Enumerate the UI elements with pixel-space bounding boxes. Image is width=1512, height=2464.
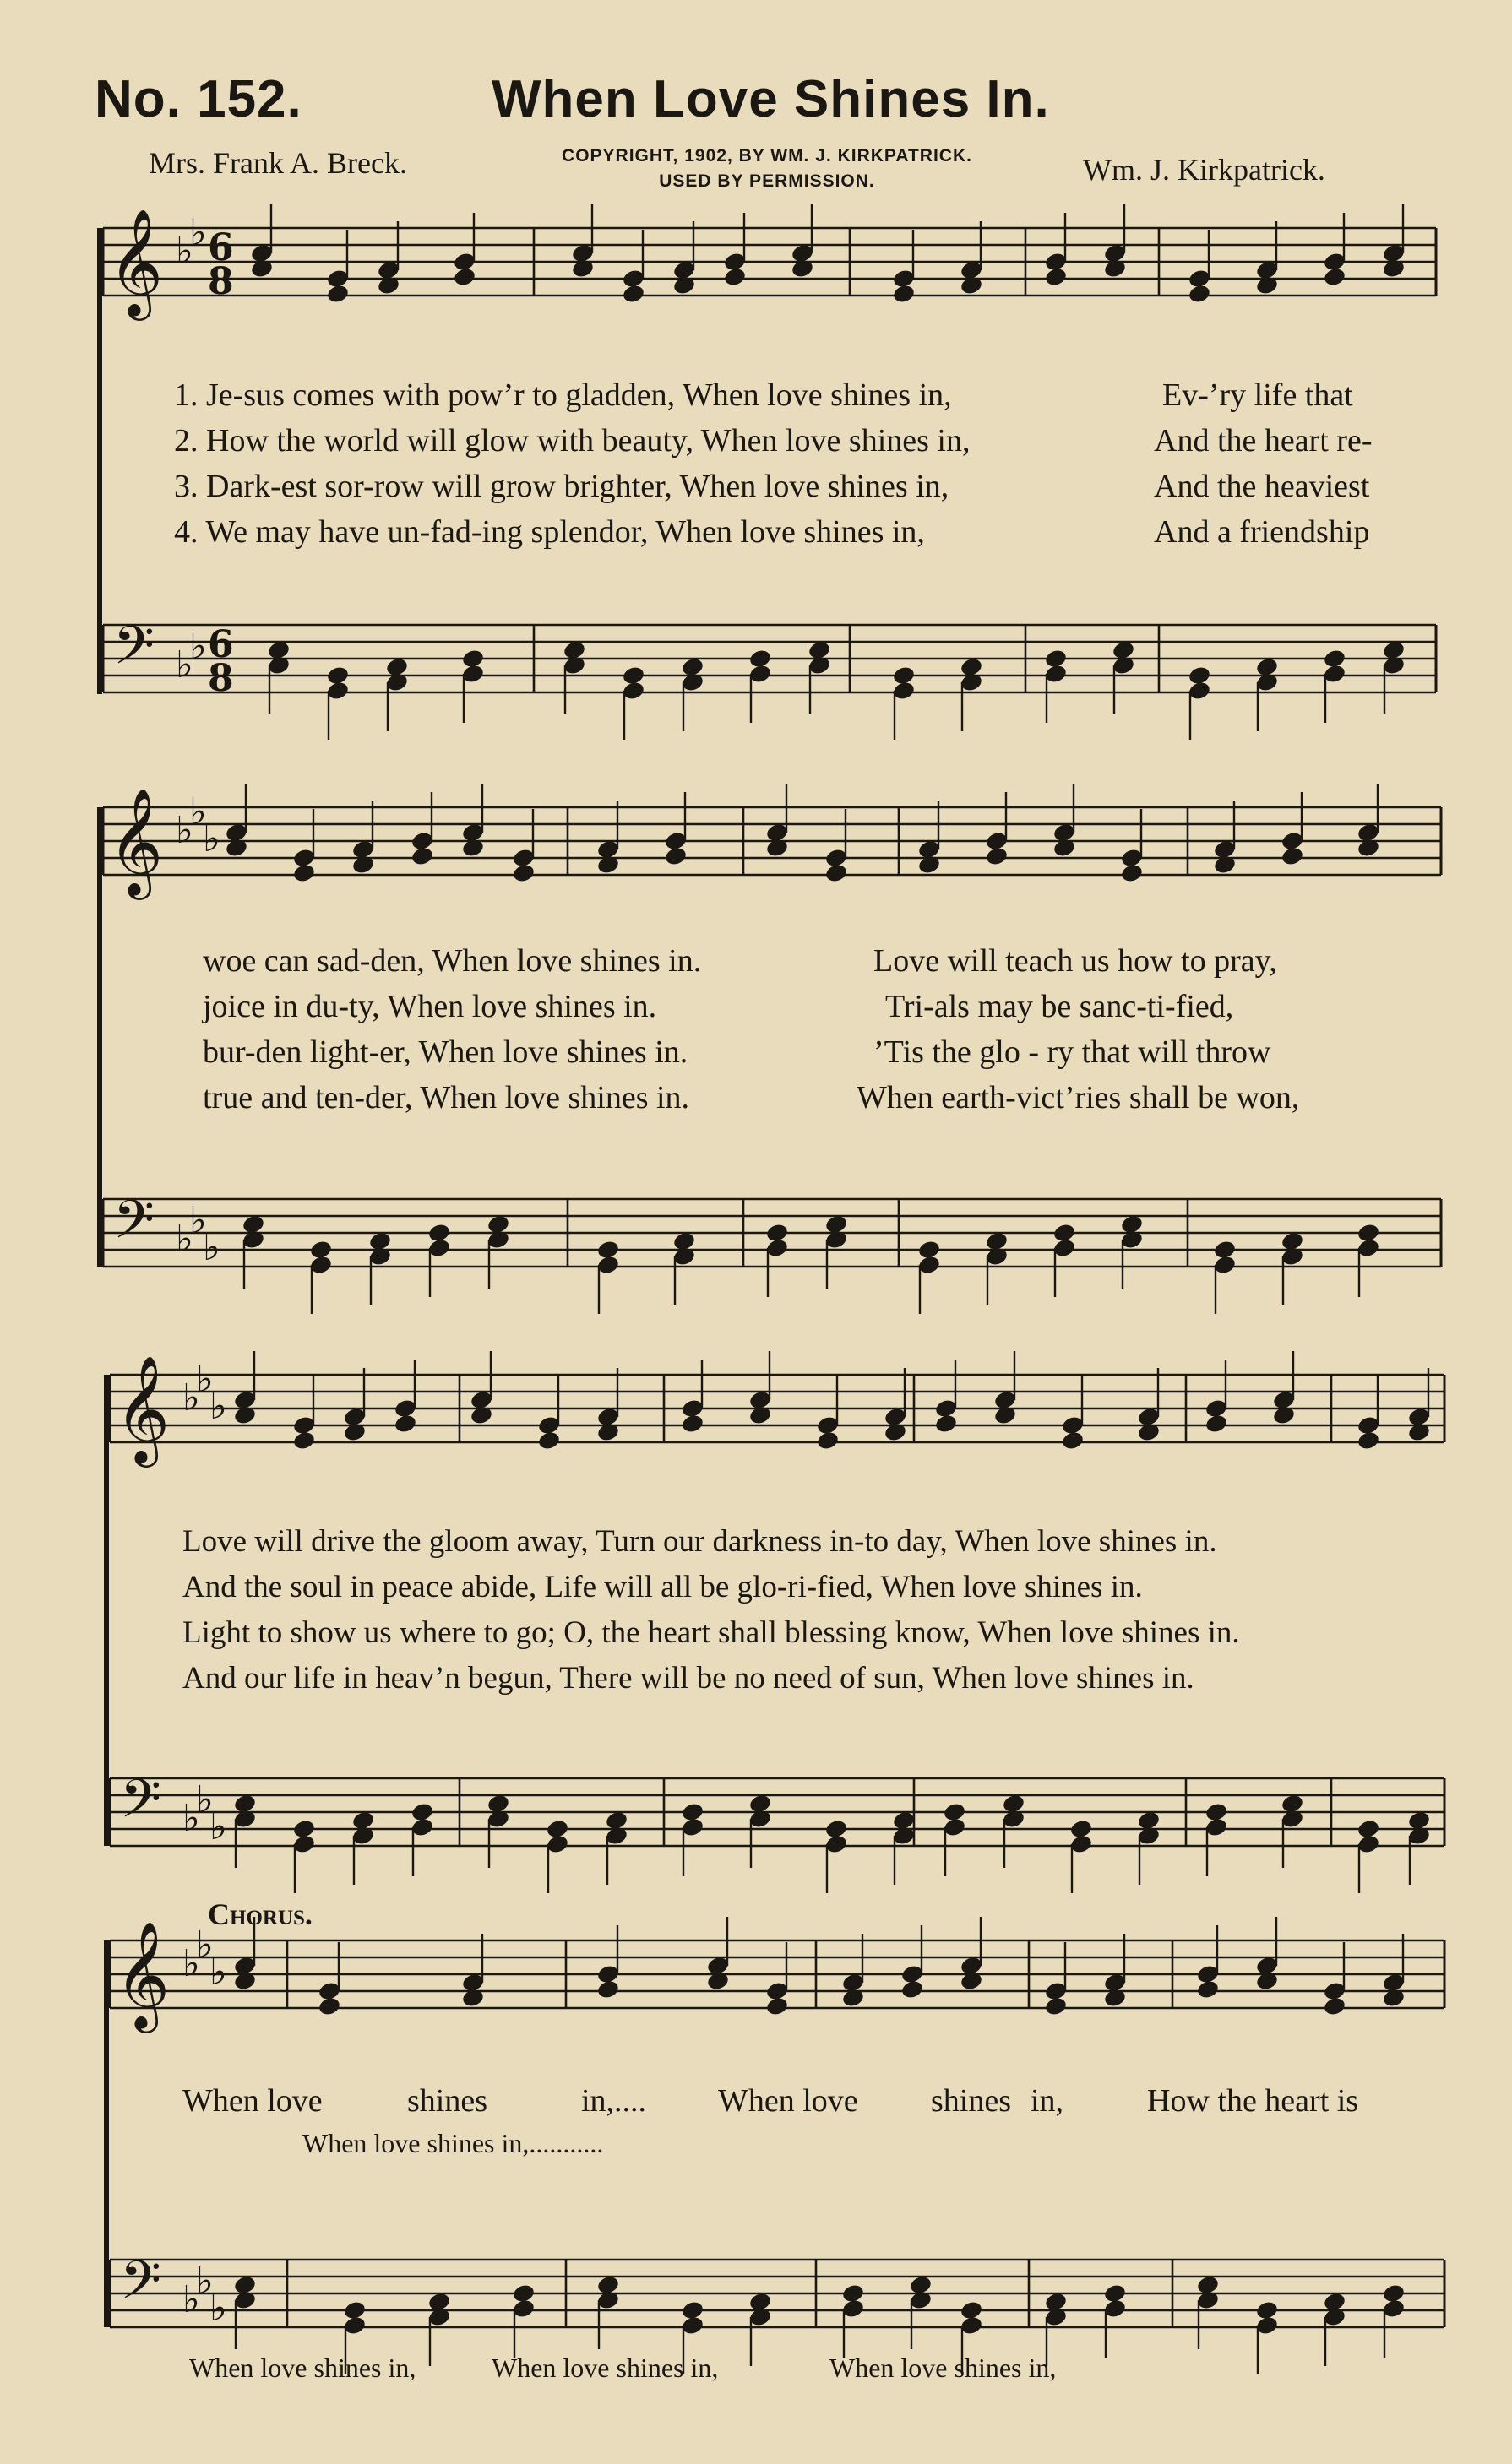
key-flat: ♭ <box>203 1226 220 1269</box>
system3-treble-notehead <box>1205 1413 1229 1434</box>
system4-treble-notehead <box>1044 1995 1069 2016</box>
verse3-line-d: ’Tis the glo - ry that will throw <box>873 1034 1271 1070</box>
verse1-line-a: 1. Je-sus comes with pow’r to gladden, When love shines in, <box>174 377 952 413</box>
system2-treble-notehead <box>985 845 1009 866</box>
verse1-line-c: woe can sad-den, When love shines in. <box>203 943 702 979</box>
system4-treble-notehead <box>900 1978 925 2000</box>
key-flat: ♭ <box>176 643 193 687</box>
verse4-line-c: true and ten-der, When love shines in. <box>203 1080 690 1115</box>
time-signature: 8 <box>208 260 234 303</box>
verse2-line-e: And the soul in peace abide, Life will all be glo-ri-fied, When love shines in. <box>182 1570 1143 1604</box>
key-flat: ♭ <box>189 790 207 833</box>
system1-treble-notehead <box>1044 266 1069 287</box>
key-flat: ♭ <box>196 1778 214 1821</box>
verse1-line-d: Love will teach us how to pray, <box>873 943 1277 979</box>
chorus-word-6: in, <box>1031 2083 1064 2119</box>
hymn-title: When Love Shines In. <box>492 70 1050 128</box>
system1-treble-notehead <box>453 266 477 287</box>
time-signature: 6 <box>208 623 234 666</box>
chorus-word-1: When love <box>182 2083 323 2119</box>
chorus-alto-words: When love shines in,........... <box>302 2128 604 2158</box>
system3-treble-notehead <box>1061 1430 1085 1451</box>
system3-treble-notehead <box>394 1413 418 1434</box>
permission-line: USED BY PERMISSION. <box>659 171 875 191</box>
bass-clef: 𝄢 <box>120 1767 161 1843</box>
system1-treble-notehead <box>622 283 646 304</box>
system3-treble-notehead <box>1357 1430 1381 1451</box>
system2-treble-notehead <box>824 862 849 883</box>
verse4-line-d: When earth-vict’ries shall be won, <box>857 1080 1300 1115</box>
system2-treble-notehead <box>292 862 317 883</box>
system3-treble-notehead <box>816 1430 840 1451</box>
verse3-line-e: Light to show us where to go; O, the heart shall blessing know, When love shines in. <box>182 1615 1240 1650</box>
key-flat: ♭ <box>189 625 207 668</box>
time-signature: 8 <box>208 657 234 700</box>
key-flat: ♭ <box>189 1199 207 1242</box>
treble-clef: 𝄞 <box>115 1920 171 2028</box>
verse1-line-b: Ev-’ry life that <box>1162 377 1353 413</box>
author-credit: Mrs. Frank A. Breck. <box>149 146 407 180</box>
system1-treble-notehead <box>1323 266 1347 287</box>
bass-words-3: When love shines in, <box>829 2353 1057 2383</box>
key-flat: ♭ <box>209 1951 227 1994</box>
verse3-line-b: And the heaviest <box>1154 469 1370 504</box>
system3-treble-notehead <box>681 1413 705 1434</box>
chorus-label: Chorus. <box>208 1897 313 1931</box>
chorus-word-2: shines <box>407 2083 487 2119</box>
system2-treble-notehead <box>1281 845 1305 866</box>
bass-words-1: When love shines in, <box>189 2353 416 2383</box>
key-flat: ♭ <box>176 809 193 852</box>
key-flat: ♭ <box>182 2278 200 2321</box>
system4-treble-notehead <box>1323 1995 1347 2016</box>
verse2-line-b: And the heart re- <box>1154 423 1373 459</box>
verse4-line-e: And our life in heav’n begun, There will be no need of sun, When love shines in. <box>182 1661 1194 1696</box>
system3-treble-notehead <box>292 1430 317 1451</box>
system3-treble-notehead <box>934 1413 959 1434</box>
verse1-line-e: Love will drive the gloom away, Turn our darkness in-to day, When love shines in. <box>182 1524 1217 1559</box>
chorus-word-4: When love <box>718 2083 858 2119</box>
key-flat: ♭ <box>182 1797 200 1840</box>
verse4-line-a: 4. We may have un-fad-ing splendor, When love shines in, <box>174 514 925 550</box>
verse3-line-c: bur-den light-er, When love shines in. <box>203 1034 688 1070</box>
system2-treble-notehead <box>664 845 688 866</box>
system4-treble-notehead <box>596 1978 621 2000</box>
key-flat: ♭ <box>209 2287 227 2330</box>
bass-words-2: When love shines in, <box>492 2353 719 2383</box>
bass-clef: 𝄢 <box>113 614 155 689</box>
system1-treble-notehead <box>1188 283 1212 304</box>
key-flat: ♭ <box>182 1942 200 1985</box>
verse4-line-b: And a friendship <box>1154 514 1370 550</box>
key-flat: ♭ <box>209 1385 227 1428</box>
system2-treble-notehead <box>411 845 435 866</box>
treble-clef: 𝄞 <box>115 1354 171 1463</box>
key-flat: ♭ <box>209 1805 227 1848</box>
system1-treble-notehead <box>326 283 351 304</box>
verse2-line-d: Tri-als may be sanc-ti-fied, <box>885 989 1234 1024</box>
key-flat: ♭ <box>196 1358 214 1401</box>
system4-treble-notehead <box>318 1995 342 2016</box>
key-flat: ♭ <box>189 211 207 254</box>
system4-treble-notehead <box>765 1995 790 2016</box>
copyright-line: COPYRIGHT, 1902, BY WM. J. KIRKPATRICK. <box>562 146 972 166</box>
key-flat: ♭ <box>203 817 220 860</box>
key-flat: ♭ <box>176 230 193 273</box>
chorus-word-3: in,.... <box>581 2083 647 2119</box>
system2-treble-notehead <box>1120 862 1145 883</box>
system1-treble-notehead <box>723 266 748 287</box>
time-signature: 6 <box>208 226 234 269</box>
key-flat: ♭ <box>196 1924 214 1967</box>
system1-treble-notehead <box>892 283 916 304</box>
bass-clef: 𝄢 <box>120 2249 161 2324</box>
treble-clef: 𝄞 <box>108 787 164 895</box>
chorus-word-7: How the heart is <box>1147 2083 1359 2119</box>
treble-clef: 𝄞 <box>108 208 164 316</box>
system4-treble-notehead <box>1196 1978 1221 2000</box>
system2-treble-notehead <box>512 862 536 883</box>
bass-clef: 𝄢 <box>113 1188 155 1263</box>
verse2-line-c: joice in du-ty, When love shines in. <box>203 989 657 1024</box>
hymn-number: No. 152. <box>95 70 302 128</box>
chorus-word-5: shines <box>931 2083 1011 2119</box>
key-flat: ♭ <box>196 2260 214 2303</box>
key-flat: ♭ <box>182 1376 200 1419</box>
composer-credit: Wm. J. Kirkpatrick. <box>1083 153 1325 187</box>
key-flat: ♭ <box>176 1218 193 1261</box>
verse3-line-a: 3. Dark-est sor-row will grow brighter, When love shines in, <box>174 469 949 504</box>
system3-treble-notehead <box>537 1430 562 1451</box>
verse2-line-a: 2. How the world will glow with beauty, When love shines in, <box>174 423 971 459</box>
